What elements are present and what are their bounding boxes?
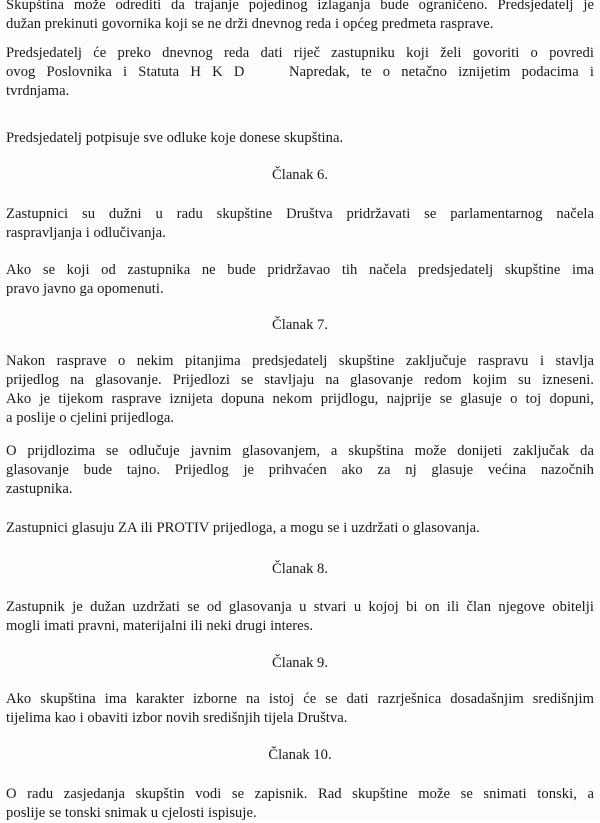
text-line: a poslije o cjelini prijedloga. bbox=[6, 410, 175, 426]
text-line: tijelima kao i obaviti izbor novih središnjih tijela Društva. bbox=[6, 710, 348, 726]
text-line: Ako skupština ima karakter izborne na istoj će se dati razrješnica dosadašnjim središnjim bbox=[6, 691, 594, 707]
text-line: Nakon rasprave o nekim pitanjima predsjedatelj skupštine zaključuje raspravu i stavlja bbox=[6, 353, 594, 369]
text-line: glasovanje bude tajno. Prijedlog je prihvaćen ako za nj glasuje većina nazočnih bbox=[6, 462, 594, 478]
text-line: tvrdnjama. bbox=[6, 83, 70, 99]
paragraph-voting-order bbox=[6, 352, 594, 428]
text-line: prijedlog na glasovanje. Prijedlozi se stavljaju na glasovanje redom kojim su izneseni. bbox=[6, 372, 594, 388]
text-line: mogli imati pravni, materijalni ili neki drugi interes. bbox=[6, 618, 314, 634]
text-line: O radu zasjedanja skupštin vodi se zapisnik. Rad skupštine može se snimati tonski, a bbox=[6, 786, 594, 802]
paragraph-vote-options bbox=[6, 519, 594, 538]
article-heading-10: Članak 10. bbox=[268, 747, 332, 763]
paragraph-parliamentary-principles bbox=[6, 205, 594, 243]
paragraph-public-warning bbox=[6, 261, 594, 299]
paragraph-public-voting bbox=[6, 442, 594, 499]
article-heading-6: Članak 6. bbox=[272, 167, 328, 183]
text-line: dužan prekinuti govornika koji se ne drži dnevnog reda i općeg predmeta rasprave. bbox=[6, 16, 494, 32]
text-line: raspravljanja i odlučivanja. bbox=[6, 225, 166, 241]
text-line: Predsjedatelj potpisuje sve odluke koje donese skupština. bbox=[6, 130, 344, 146]
text-line: Zastupnik je dužan uzdržati se od glasovanja u stvari u kojoj bi on ili član njegove obitelji bbox=[6, 599, 594, 615]
text-line: Predsjedatelj će preko dnevnog reda dati riječ zastupniku koji želi govoriti o povredi bbox=[6, 45, 594, 61]
text-line: Ako se koji od zastupnika ne bude pridržavao tih načela predsjedatelj skupštine ima bbox=[6, 262, 594, 278]
text-line: pravo javno ga opomenuti. bbox=[6, 281, 164, 297]
text-line: Skupština može odrediti da trajanje pojedinog izlaganja bude ograničeno. Predsjedatelj je bbox=[6, 0, 594, 13]
article-heading-7: Članak 7. bbox=[272, 317, 328, 333]
text-line: Zastupnici su dužni u radu skupštine Društva pridržavati se parlamentarnog načela bbox=[6, 206, 594, 222]
text-line: Ako je tijekom rasprave iznijeta dopuna nekom prijdlogu, najprije se glasuje o toj dopuni, bbox=[6, 391, 594, 407]
text-line: Zastupnici glasuju ZA ili PROTIV prijedloga, a mogu se i uzdržati o glasovanja. bbox=[6, 520, 480, 536]
text-line: O prijdlozima se odlučuje javnim glasovanjem, a skupština može donijeti zaključak da bbox=[6, 443, 594, 459]
article-heading-9: Članak 9. bbox=[272, 655, 328, 671]
paragraph-electoral-assembly bbox=[6, 690, 594, 728]
text-line: ovog Poslovnika i Statuta H K D Napredak, te o netačno iznijetim podacima i bbox=[6, 64, 594, 80]
paragraph-point-of-order bbox=[6, 44, 594, 101]
article-heading-8: Članak 8. bbox=[272, 561, 328, 577]
paragraph-minutes-recording bbox=[6, 785, 594, 823]
paragraph-signing-decisions bbox=[6, 129, 594, 148]
text-line: zastupnika. bbox=[6, 481, 73, 497]
paragraph-conflict-of-interest bbox=[6, 598, 594, 636]
text-line: poslije se tonski snimak u cjelosti ispisuje. bbox=[6, 805, 257, 821]
paragraph-speech-limit bbox=[6, 0, 594, 34]
